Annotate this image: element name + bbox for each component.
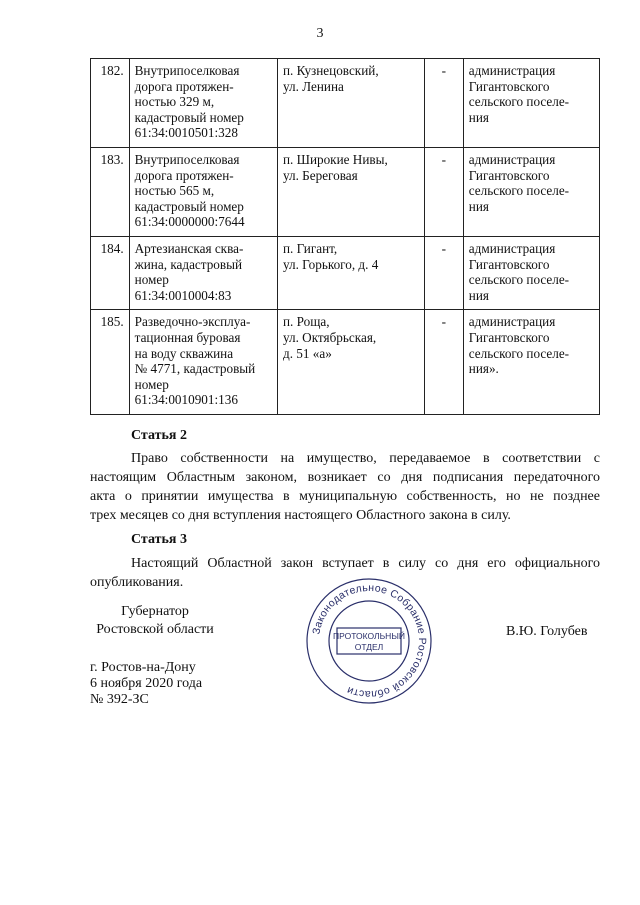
object-line: дорога протяжен- [134,78,234,94]
page-number: 3 [316,26,324,41]
object-line: 61:34:0000000:7644 [134,214,245,230]
object-line: на воду скважина [134,345,234,361]
object-line: Внутрипоселковая [134,63,240,78]
object-description [129,236,277,309]
owner-line: администрация [468,314,556,330]
article-2-text [90,449,600,525]
owner-line: ния [468,287,489,303]
object-line: номер [134,376,169,392]
article-2-heading: Статья 2 [131,428,187,443]
city: г. Ростов-на-Дону [90,660,196,675]
row-number: 185. [91,310,130,415]
owner-line: Гигантовского [468,329,550,345]
empty-value-cell: - [424,147,463,236]
address-line: ул. Октябрьская, [282,329,377,345]
table-row [91,59,600,148]
date: 6 ноября 2020 года [90,676,203,691]
owner-line: ния». [468,361,499,377]
stamp-inner-text: ОТДЕЛ [354,642,384,652]
owner-line: сельского поселе- [468,345,570,361]
row-number: 182. [91,59,130,148]
owner-line: администрация [468,151,556,167]
object-line: № 4771, кадастровый [134,361,256,377]
row-number: 184. [91,236,130,309]
object-line: кадастровый номер [134,109,244,125]
address-line: д. 51 «а» [282,345,332,361]
address-line: п. Кузнецовский, [282,63,379,78]
object-description [129,147,277,236]
owner-line: ния [468,198,489,214]
stamp-inner-ring [329,601,409,681]
object-line: Артезианская сква- [134,240,244,256]
object-line: жина, кадастровый [134,256,243,272]
object-description [129,59,277,148]
owner-line: сельского поселе- [468,272,570,288]
object-address [277,236,424,309]
recipient-owner [463,236,599,309]
table-row [91,147,600,236]
address-line: п. Роща, [282,314,330,330]
owner-line: сельского поселе- [468,183,570,199]
stamp-inner-text: ПРОТОКОЛЬНЫЙ [333,631,405,641]
article-2-line: Право собственности на имущество, передаваемое в соответствии с [131,451,600,466]
object-line: Разведочно-эксплуа- [134,314,251,330]
object-line: 61:34:0010501:328 [134,125,238,141]
article-2-line: трех месяцев со дня вступления настоящего Областного закона в силу. [90,508,511,523]
owner-line: сельского поселе- [468,94,570,110]
stamp-outer-ring [307,579,431,703]
signatory-title-line: Ростовской области [96,622,214,637]
empty-value-cell: - [424,310,463,415]
empty-value-cell: - [424,236,463,309]
object-line: 61:34:0010901:136 [134,392,238,408]
article-3-line: Настоящий Областной закон вступает в силу со дня его официального [131,556,600,571]
object-description [129,310,277,415]
recipient-owner [463,147,599,236]
article-2-line: акта о принятии имущества в муниципальную собственность, но не позднее [90,489,600,504]
property-table [90,58,600,415]
article-2-line: настоящим Областным законом, возникает со дня подписания передаточного [90,470,600,485]
object-line: Внутрипоселковая [134,151,240,167]
object-address [277,310,424,415]
object-line: тационная буровая [134,329,241,345]
owner-line: ния [468,109,489,125]
object-line: номер [134,272,169,288]
owner-line: Гигантовского [468,256,550,272]
stamp-ring-textpath: Законодательное Собрание Ростовской области [310,581,429,701]
table-row [91,310,600,415]
place-and-date [90,660,202,708]
address-line: ул. Ленина [282,78,344,94]
object-line: 61:34:0010004:83 [134,287,232,303]
object-address [277,59,424,148]
article-3-heading: Статья 3 [131,532,187,547]
object-line: ностью 565 м, [134,183,215,199]
object-line: ностью 329 м, [134,94,215,110]
address-line: п. Гигант, [282,240,338,256]
article-3-line: опубликования. [90,575,184,590]
owner-line: администрация [468,63,556,78]
owner-line: администрация [468,240,556,256]
owner-line: Гигантовского [468,167,550,183]
official-stamp [304,576,434,706]
signatory-title [90,603,220,639]
owner-line: Гигантовского [468,78,550,94]
row-number: 183. [91,147,130,236]
recipient-owner [463,59,599,148]
address-line: п. Широкие Нивы, [282,151,388,167]
law-number: № 392-ЗС [90,692,149,707]
object-address [277,147,424,236]
recipient-owner [463,310,599,415]
address-line: ул. Береговая [282,167,358,183]
table-row [91,236,600,309]
object-line: дорога протяжен- [134,167,234,183]
object-line: кадастровый номер [134,198,244,214]
empty-value-cell: - [424,59,463,148]
address-line: ул. Горького, д. 4 [282,256,379,272]
signatory-title-line: Губернатор [121,604,189,619]
signatory-name: В.Ю. Голубев [506,624,588,639]
